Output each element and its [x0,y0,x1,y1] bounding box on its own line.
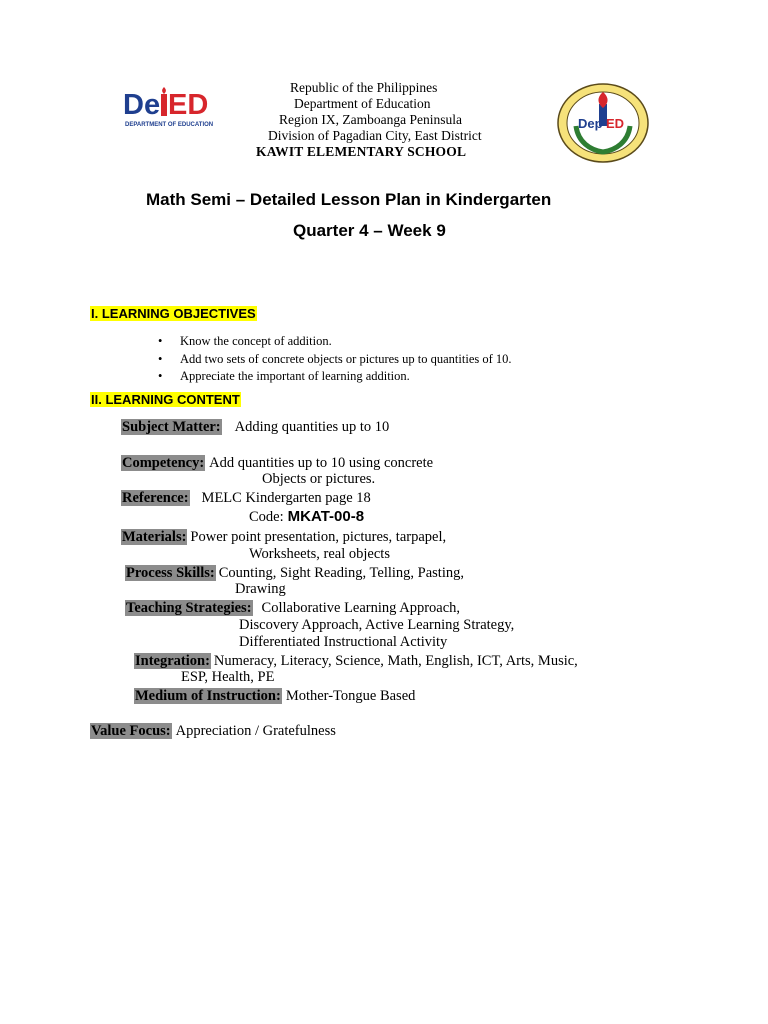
medium-row [134,687,415,705]
school-seal-graphic [556,82,650,164]
subject-matter-label: Subject Matter: [122,419,221,435]
content-heading: II. LEARNING CONTENT [91,392,240,407]
code-row [249,508,364,526]
teaching-strategies-value-cont2: Differentiated Instructional Activity [239,634,448,650]
medium-label: Medium of Instruction: [135,688,281,704]
bullet-icon: • [158,351,163,366]
competency-row [121,454,433,472]
list-item: • Appreciate the important of learning addition. [158,368,512,386]
materials-row [121,528,446,546]
code-label: Code: [249,509,284,525]
list-item: • Know the concept of addition. [158,333,512,351]
deped-logo-letters: De [123,89,161,121]
integration-value: Numeracy, Literacy, Science, Math, English, ICT, Arts, Music, [213,653,578,669]
header-line-region: Region IX, Zamboanga Peninsula [279,112,462,127]
svg-text:Dep: Dep [578,116,603,131]
objectives-heading: I. LEARNING OBJECTIVES [91,306,256,321]
header-line-department: Department of Education [294,96,431,111]
process-skills-label: Process Skills: [126,565,215,581]
objectives-list [158,333,512,386]
value-focus-value: Appreciation / Gratefulness [175,723,336,739]
materials-value-cont: Worksheets, real objects [249,546,390,562]
competency-value-cont: Objects or pictures. [262,471,376,487]
value-focus-label: Value Focus: [91,723,171,739]
header-line-division: Division of Pagadian City, East District [268,128,482,143]
reference-label: Reference: [122,490,189,506]
svg-text:DEPARTMENT OF EDUCATION: DEPARTMENT OF EDUCATION [125,122,214,128]
reference-row [121,489,371,507]
integration-row [134,652,578,670]
svg-text:ED: ED [168,89,209,121]
deped-logo [122,86,226,132]
list-item: • Add two sets of concrete objects or pictures up to quantities of 10. [158,351,512,369]
materials-label: Materials: [122,529,187,545]
competency-label: Competency: [122,455,205,471]
subject-matter-value: Adding quantities up to 10 [234,419,390,435]
bullet-icon: • [158,369,163,383]
integration-value-cont: ESP, Health, PE [181,669,275,685]
school-seal [556,82,650,164]
teaching-strategies-row [125,599,460,617]
medium-value: Mother-Tongue Based [285,688,416,704]
process-skills-value: Counting, Sight Reading, Telling, Pasting, [218,565,464,581]
code-value: MKAT-00-8 [287,508,365,525]
reference-value: MELC Kindergarten page 18 [201,490,371,506]
teaching-strategies-value: Collaborative Learning Approach, [261,600,461,616]
teaching-strategies-label: Teaching Strategies: [126,600,252,616]
header-line-republic: Republic of the Philippines [290,80,438,95]
deped-logo-graphic [122,86,226,132]
process-skills-value-cont: Drawing [235,581,286,597]
competency-value: Add quantities up to 10 using concrete [209,455,434,471]
page-subtitle: Quarter 4 – Week 9 [293,221,446,240]
bullet-icon: • [158,334,163,348]
materials-value: Power point presentation, pictures, tarpapel, [190,529,447,545]
process-skills-row [125,564,464,582]
value-focus-row [90,722,336,740]
page-title: Math Semi – Detailed Lesson Plan in Kindergarten [146,190,552,209]
integration-label: Integration: [135,653,210,669]
teaching-strategies-value-cont: Discovery Approach, Active Learning Strategy, [239,617,515,633]
svg-text:ED: ED [606,116,625,131]
subject-matter-row [121,418,389,436]
school-name: KAWIT ELEMENTARY SCHOOL [256,144,467,159]
